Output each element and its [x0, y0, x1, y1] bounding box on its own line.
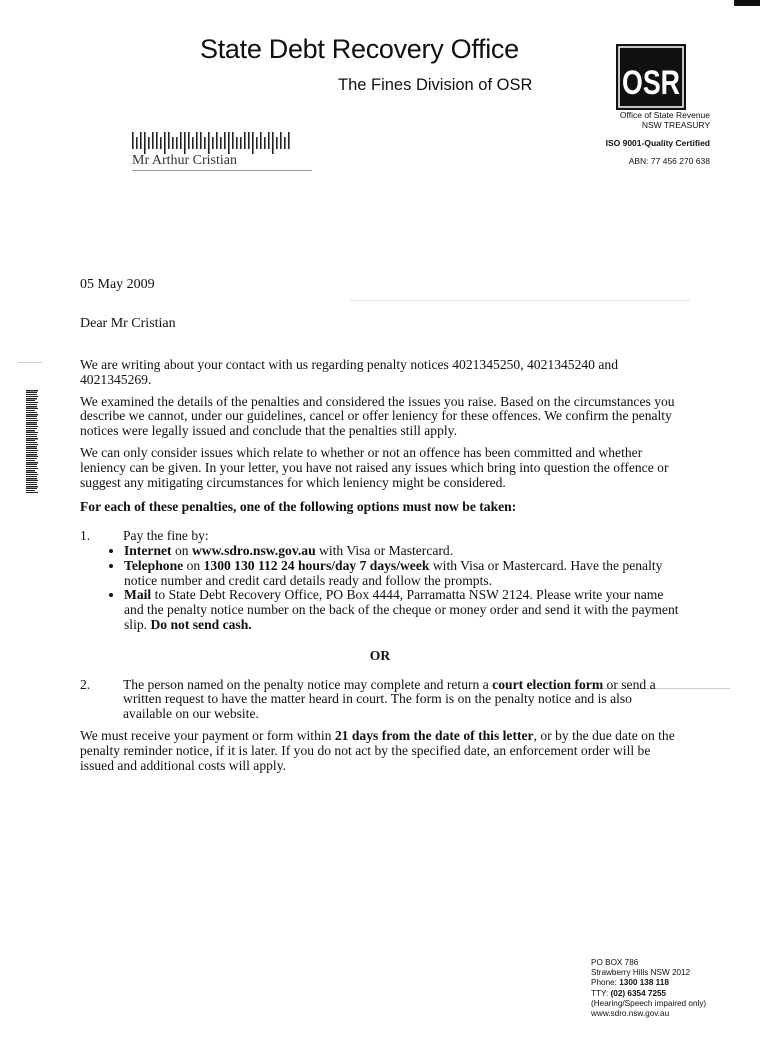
scan-edge-mark — [734, 0, 760, 6]
side-barcode — [26, 390, 38, 494]
internet-rest: with Visa or Mastercard. — [319, 542, 454, 558]
footer-contact — [591, 958, 706, 1019]
page-title: State Debt Recovery Office — [200, 34, 519, 64]
mail-no-cash: Do not send cash. — [150, 616, 252, 632]
telephone-label: Telephone — [124, 557, 184, 573]
phone-label: Phone: — [591, 978, 617, 988]
telephone-number: 1300 130 112 24 hours/day 7 days/week — [203, 557, 430, 573]
or-separator: OR — [369, 647, 391, 663]
letter-date: 05 May 2009 — [80, 277, 155, 292]
telephone-on: on — [186, 557, 201, 573]
option-1 — [80, 529, 680, 544]
letter-body — [80, 358, 680, 780]
recipient-name: Mr Arthur Cristian — [132, 153, 237, 168]
paragraph-3: We can only consider issues which relate to whether or not an offence has been committed and whether leniency can be given. In your letter, you have not raised any issues which bring into question the offence or suggest any mitigating circumstances for which leniency might be considered. — [80, 444, 669, 490]
closing-b: , or by the due date on the penalty reminder notice, if it is later. If you do not act by the specified date, an enforcement order will be issued and additional costs will apply. — [80, 727, 675, 773]
option-2 — [80, 678, 680, 722]
osr-logo-text: OSR — [622, 64, 680, 102]
footer-tty-note: (Hearing/Speech impaired only) — [591, 998, 707, 1008]
mail-text: to State Debt Recovery Office, PO Box 4444, Parramatta NSW 2124. Please write your name and the penalty notice number on the back of the cheque or money order and send it with the payment slip. — [124, 587, 679, 632]
mail-label: Mail — [124, 587, 152, 603]
option-1-text: Pay the fine by: — [123, 528, 209, 544]
closing-paragraph — [80, 729, 680, 773]
iso-certification: ISO 9001-Quality Certified — [605, 138, 710, 148]
option-2-text — [123, 678, 680, 722]
tty-number: (02) 6354 7255 — [610, 988, 667, 998]
option-2-number: 2. — [80, 676, 91, 692]
osr-logo — [616, 44, 686, 110]
paragraph-1: We are writing about your contact with us regarding penalty notices 4021345250, 4021345240 and 4021345269. — [80, 357, 619, 387]
footer-suburb: Strawberry Hills NSW 2012 — [591, 968, 691, 978]
tty-label: TTY: — [591, 988, 609, 998]
option-2-text-b: or send a written request to have the matter heard in court. The form is on the penalty notice and is also available on our website. — [123, 676, 656, 722]
telephone-rest: with Visa or Mastercard. Have the penalty notice number and credit card details ready and follow the prompts. — [124, 557, 663, 588]
internet-url: www.sdro.nsw.gov.au — [191, 542, 316, 558]
options-heading: For each of these penalties, one of the following options must now be taken: — [80, 499, 517, 515]
payment-methods-list — [80, 544, 680, 633]
court-election-form: court election form — [492, 676, 604, 692]
option-1-number: 1. — [80, 528, 91, 544]
payment-mail — [124, 588, 680, 632]
footer-web: www.sdro.nsw.gov.au — [591, 1009, 670, 1019]
paragraph-2: We examined the details of the penalties and considered the issues you raise. Based on the circumstances you describe we cannot, under our guidelines, cancel or offer leniency for these offences. We confirm the penalty notices were legally issued and conclude that the penalties still apply. — [80, 393, 675, 439]
scan-artifact-line — [18, 362, 42, 363]
greeting: Dear Mr Cristian — [80, 316, 176, 331]
closing-a: We must receive your payment or form within — [80, 727, 332, 743]
internet-on: on — [174, 542, 189, 558]
abn-number: ABN: 77 456 270 638 — [628, 156, 710, 166]
payment-internet — [124, 544, 680, 559]
internet-label: Internet — [124, 542, 172, 558]
osr-dept: NSW TREASURY — [641, 120, 710, 130]
footer-phone — [591, 978, 706, 988]
footer-po-box: PO BOX 786 — [591, 958, 639, 967]
address-underline — [132, 170, 312, 171]
scan-artifact-line — [350, 300, 690, 301]
phone-number: 1300 138 118 — [619, 978, 669, 988]
deadline: 21 days from the date of this letter — [334, 727, 534, 743]
payment-telephone — [124, 559, 680, 589]
footer-tty — [591, 989, 706, 999]
osr-info — [560, 110, 710, 166]
page-subtitle: The Fines Division of OSR — [338, 76, 533, 94]
option-2-text-a: The person named on the penalty notice may complete and return a — [123, 676, 489, 692]
osr-name: Office of State Revenue — [619, 110, 710, 120]
postal-barcode — [132, 132, 292, 154]
